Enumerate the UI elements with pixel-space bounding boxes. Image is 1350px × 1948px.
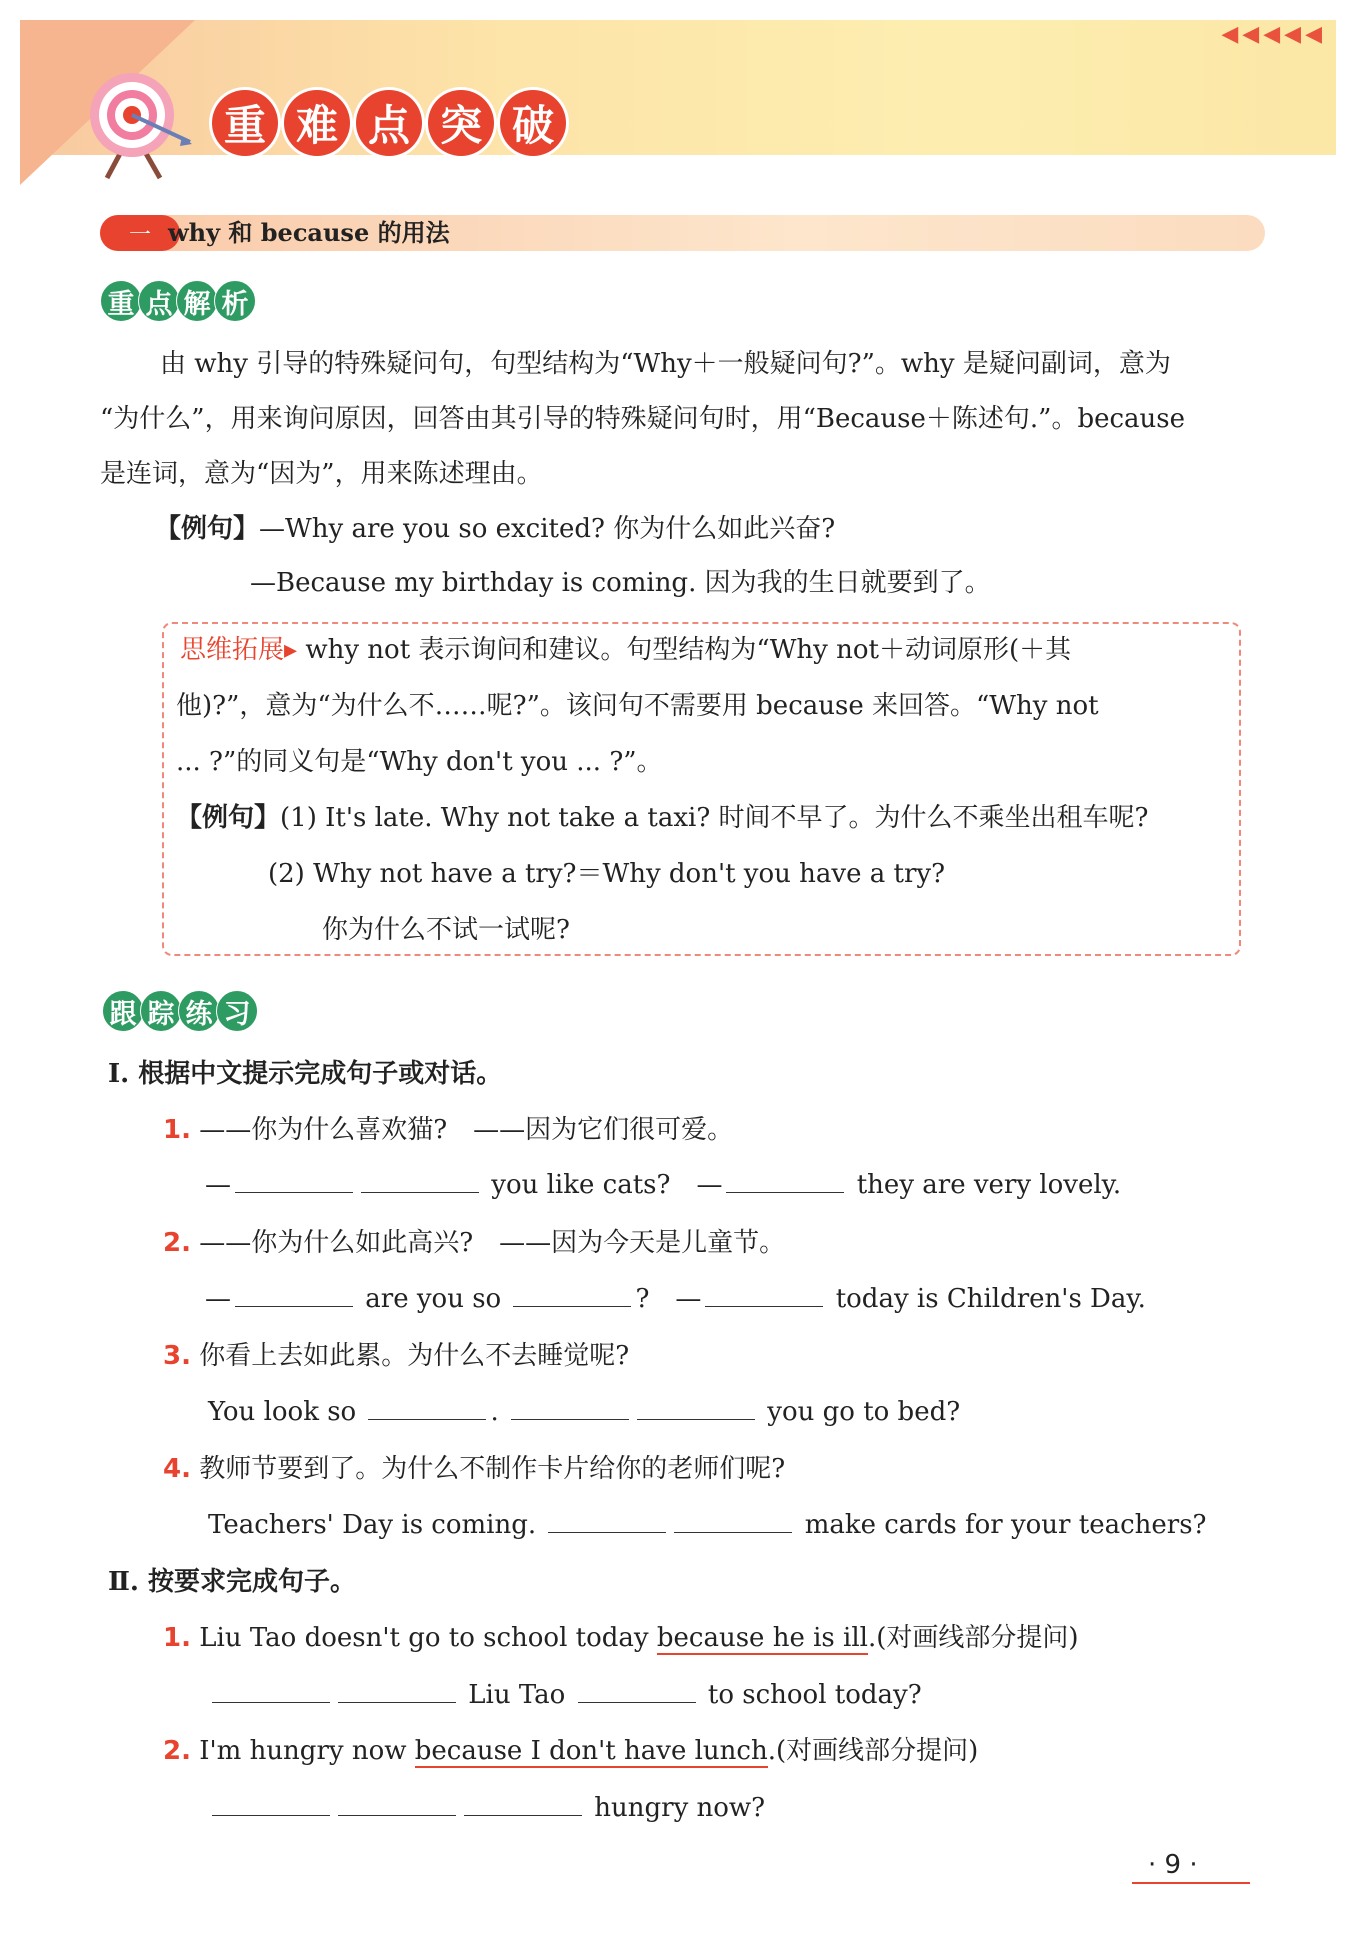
item-instruction: .(对画线部分提问) [767,1736,979,1766]
analysis-heading [100,280,252,322]
analysis-line-1: 由 why 引导的特殊疑问句，句型结构为“Why＋一般疑问句?”。why 是疑问副词，意为 [160,349,1171,379]
expand-ex1-text: (1) It's late. Why not take a taxi? 时间不早了。为什么不乘坐出租车呢? [280,803,1149,833]
example-q-text: —Why are you so excited? 你为什么如此兴奋? [259,514,836,544]
part2-title: Ⅱ. 按要求完成句子。 [108,1567,357,1597]
item-number: 4. [163,1454,191,1484]
item-number: 3. [163,1341,191,1371]
expand-line-1 [180,632,1071,668]
play-icon: ▸ [284,635,298,665]
answer-blank[interactable] [705,1280,823,1307]
item1-cn [163,1112,733,1148]
item-cn-text: ——你为什么喜欢猫? ——因为它们很可爱。 [199,1115,734,1145]
analysis-line-3: 是连词，意为“因为”，用来陈述理由。 [100,459,543,489]
heading-char: 习 [216,990,258,1032]
item-cn-text: ——你为什么如此高兴? ——因为今天是儿童节。 [199,1228,786,1258]
target-icon [82,70,192,180]
answer-blank[interactable] [212,1789,330,1816]
item-number: 1. [163,1115,191,1145]
heading-char: 点 [138,280,180,322]
item-cn-text: 教师节要到了。为什么不制作卡片给你的老师们呢? [199,1454,786,1484]
answer-blank[interactable] [235,1280,353,1307]
part1-title: Ⅰ. 根据中文提示完成句子或对话。 [108,1059,503,1089]
item-number: 2. [163,1228,191,1258]
section-title: why 和 because 的用法 [168,218,450,247]
item1-en: — you like cats? — they are very lovely. [205,1166,1121,1203]
expand-example-2: (2) Why not have a try?＝Why don't you have a try? [268,859,946,889]
item2-cn [163,1225,785,1261]
answer-blank[interactable] [368,1393,486,1420]
title-char: 难 [284,90,350,156]
answer-blank[interactable] [235,1166,353,1193]
answer-blank[interactable] [674,1506,792,1533]
item-en-text: make cards for your teachers? [804,1510,1207,1540]
section-number: 一 [100,215,180,251]
page-number-underline [1132,1882,1250,1884]
expand-line-3: ... ?”的同义句是“Why don't you ... ?”。 [176,747,663,777]
part2-item1 [163,1620,1079,1656]
answer-blank[interactable] [338,1676,456,1703]
title-char: 破 [500,90,566,156]
item2-en: — are you so ? — today is Children's Day. [205,1280,1146,1317]
answer-blank[interactable] [338,1789,456,1816]
expand-example-1 [176,800,1149,836]
item-en-text: to school today? [707,1680,922,1710]
answer-blank[interactable] [464,1789,582,1816]
heading-char: 踪 [140,990,182,1032]
item-en-text: ? [635,1284,650,1314]
practice-heading [102,990,254,1032]
answer-blank[interactable] [548,1506,666,1533]
heading-char: 练 [178,990,220,1032]
example-answer: —Because my birthday is coming. 因为我的生日就要到了。 [250,568,991,598]
answer-blank[interactable] [578,1676,696,1703]
heading-char: 跟 [102,990,144,1032]
item-en-text: I'm hungry now [199,1736,415,1766]
item-en-text: . [490,1397,499,1427]
item-number: 2. [163,1736,191,1766]
item-en-text: Liu Tao doesn't go to school today [199,1623,657,1653]
page-title [212,90,566,156]
answer-blank[interactable] [637,1393,755,1420]
example-label: 【例句】 [176,803,281,833]
answer-blank[interactable] [513,1280,631,1307]
title-char: 突 [428,90,494,156]
item3-cn [163,1338,629,1374]
item-en-text: you go to bed? [767,1397,961,1427]
heading-char: 解 [176,280,218,322]
item-number: 1. [163,1623,191,1653]
expand-label: 思维拓展 [180,635,285,665]
item4-cn [163,1451,785,1487]
page-number: · 9 · [1148,1850,1198,1880]
title-char: 点 [356,90,422,156]
heading-char: 重 [100,280,142,322]
arrows-decoration: ◀◀◀◀◀ [1221,22,1326,47]
part2-item2-answer [208,1789,765,1826]
underlined-phrase: because I don't have lunch [414,1736,768,1766]
heading-char: 析 [214,280,256,322]
example-label: 【例句】 [155,514,260,544]
answer-blank[interactable] [212,1676,330,1703]
item4-en [208,1506,1206,1543]
title-char: 重 [212,90,278,156]
expand-text-1: why not 表示询问和建议。句型结构为“Why not＋动词原形(＋其 [305,635,1072,665]
item3-en [208,1393,960,1430]
answer-blank[interactable] [511,1393,629,1420]
analysis-line-2: “为什么”，用来询问原因，回答由其引导的特殊疑问句时，用“Because＋陈述句.”。because [100,404,1186,434]
underlined-phrase: because he is ill [656,1623,868,1653]
item-en-text: they are very lovely. [856,1170,1122,1200]
expand-example-2-cn: 你为什么不试一试呢? [322,915,570,945]
part2-item2 [163,1733,978,1769]
item-en-text: you like cats? [491,1170,671,1200]
example-question [155,511,835,547]
answer-blank[interactable] [726,1166,844,1193]
part2-item1-answer [208,1676,922,1713]
item-en-text: today is Children's Day. [835,1284,1146,1314]
item-cn-text: 你看上去如此累。为什么不去睡觉呢? [199,1341,630,1371]
thinking-expansion-box [162,622,1241,956]
item-instruction: .(对画线部分提问) [867,1623,1079,1653]
item-en-text: hungry now? [594,1793,766,1823]
item-en-text: are you so [365,1284,502,1314]
expand-line-2: 他)?”，意为“为什么不……呢?”。该问句不需要用 because 来回答。“Why not [176,691,1099,721]
item-en-text: Liu Tao [468,1680,566,1710]
item-en-text: Teachers' Day is coming. [208,1510,537,1540]
answer-blank[interactable] [361,1166,479,1193]
item-en-text: You look so [208,1397,357,1427]
